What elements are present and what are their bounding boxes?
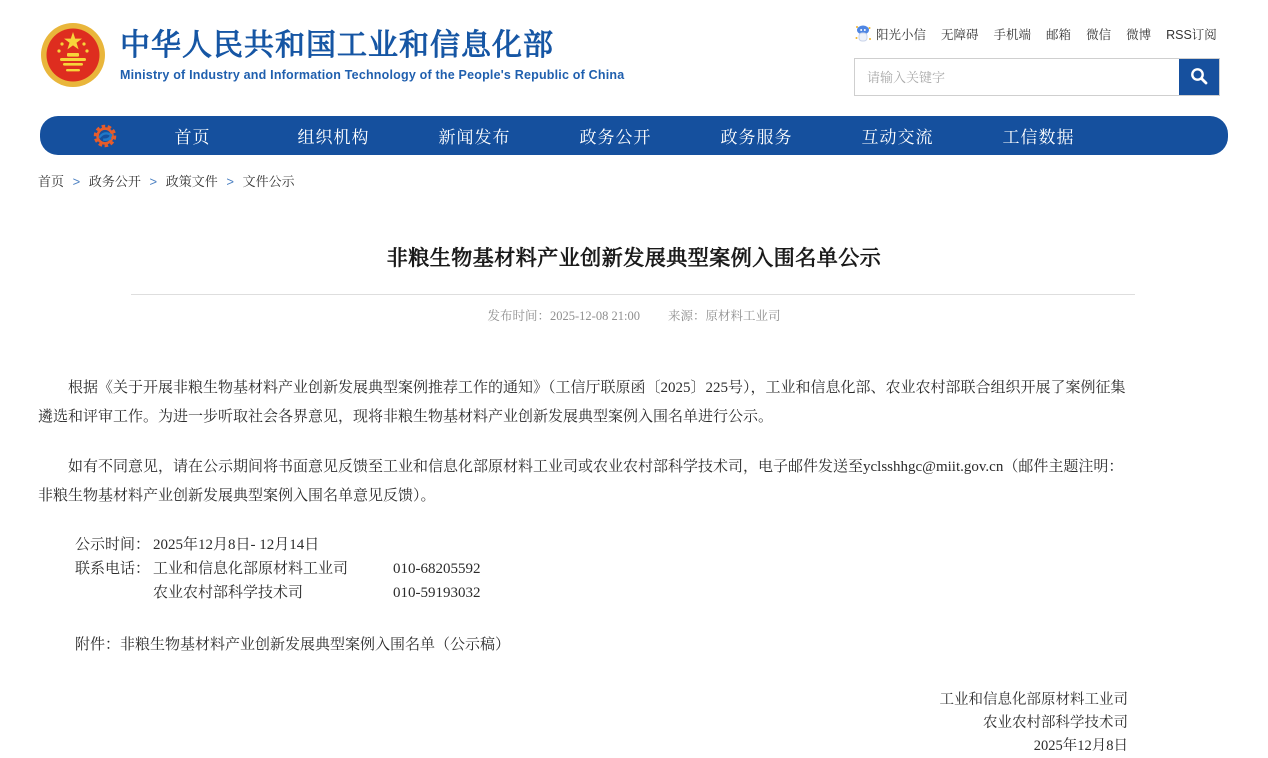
quick-link-accessibility[interactable]: 无障碍 [941,28,979,42]
contact-label: 联系电话： [75,561,151,577]
quick-link-weibo[interactable]: 微博 [1126,28,1152,42]
nav-item-gov-disclosure[interactable]: 政务公开 [579,128,652,147]
quick-link-rss[interactable]: RSS订阅 [1166,28,1217,42]
nav-item-interaction[interactable]: 互动交流 [861,128,934,147]
paragraph: 根据《关于开展非粮生物基材料产业创新发展典型案例推荐工作的通知》（工信厅联原函〔2025〕225号），工业和信息化部、农业农村部联合组织开展了案例征集遴选和评审工作。为进一步听取社会各界意见，现将非粮生物基材料产业创新发展典型案例入围名单进行公示。 [38,380,1126,425]
nav-item-gov-services[interactable]: 政务服务 [720,128,793,147]
search-bar [854,58,1220,96]
signature-date: 2025年12月8日 [1033,738,1128,754]
main-nav [40,116,1228,155]
breadcrumb [38,171,1228,190]
notice-period-label: 公示时间： [75,537,151,553]
contact-phone: 010-59193032 [393,585,481,601]
quick-link-label: 阳光小信 [876,28,927,42]
header-right [854,22,1220,96]
miit-gear-logo-icon [88,119,122,153]
breadcrumb-separator: > [226,174,234,189]
nav-item-home[interactable]: 首页 [174,128,211,147]
article-body [38,374,1130,657]
search-input[interactable] [855,59,1179,95]
quick-link-wechat[interactable]: 微信 [1086,28,1112,42]
publish-time-label: 发布时间： [487,309,551,323]
attachment-link[interactable]: 非粮生物基材料产业创新发展典型案例入围名单（公示稿） [120,637,511,653]
site-subtitle: Ministry of Industry and Information Technology of the People's Republic of China [120,67,625,82]
site-title: 中华人民共和国工业和信息化部 [120,28,554,62]
breadcrumb-gov-disclosure[interactable]: 政务公开 [88,174,141,189]
title-divider [131,294,1135,295]
publish-time: 2025-12-08 21:00 [550,309,640,323]
article [0,242,1268,758]
site-titles [120,29,624,82]
nav-item-miit-data[interactable]: 工信数据 [1002,128,1075,147]
page-title: 非粮生物基材料产业创新发展典型案例入围名单公示 [386,246,882,270]
quick-link-mailbox[interactable]: 邮箱 [1046,28,1072,42]
notice-period-value: 2025年12月8日- 12月14日 [153,537,320,553]
source-label: 来源： [667,309,706,323]
breadcrumb-document-publicity[interactable]: 文件公示 [242,174,295,189]
attachment-label: 附件： [75,637,121,653]
contact-line [38,557,1130,581]
robot-mascot-icon [854,24,872,44]
nav-item-news[interactable]: 新闻发布 [438,128,511,147]
contact-dept: 农业农村部科学技术司 [153,585,304,601]
article-meta [0,306,1268,324]
breadcrumb-separator: > [149,174,158,189]
contact-line [38,581,1130,605]
breadcrumb-home[interactable]: 首页 [38,174,65,189]
signature-line: 农业农村部科学技术司 [983,715,1128,731]
nav-item-organization[interactable]: 组织机构 [297,128,370,147]
breadcrumb-policy-documents[interactable]: 政策文件 [165,174,218,189]
site-logo-link[interactable] [40,22,624,88]
search-icon [1189,66,1209,89]
notice-period-line [38,533,1130,557]
source-value: 原材料工业司 [705,309,781,323]
quick-links [854,24,1220,44]
attachment-line [38,633,1130,657]
signature-line: 工业和信息化部原材料工业司 [939,692,1128,708]
paragraph: 如有不同意见，请在公示期间将书面意见反馈至工业和信息化部原材料工业司或农业农村部科学技术司，电子邮件发送至yclsshhgc@miit.gov.cn（邮件主题注明：非粮生物基材料产业创新发展典型案例入围名单意见反馈）。 [38,459,1124,504]
national-emblem-icon [40,22,106,88]
breadcrumb-separator: > [72,174,81,189]
page-header [0,0,1268,108]
contact-dept: 工业和信息化部原材料工业司 [153,561,349,577]
quick-link-sunshine-xiaoxin[interactable] [854,24,926,44]
detail-block [38,533,1130,605]
contact-phone: 010-68205592 [393,561,481,577]
search-button[interactable] [1179,59,1219,95]
signature-block [0,689,1128,758]
quick-link-mobile[interactable]: 手机端 [993,28,1032,42]
